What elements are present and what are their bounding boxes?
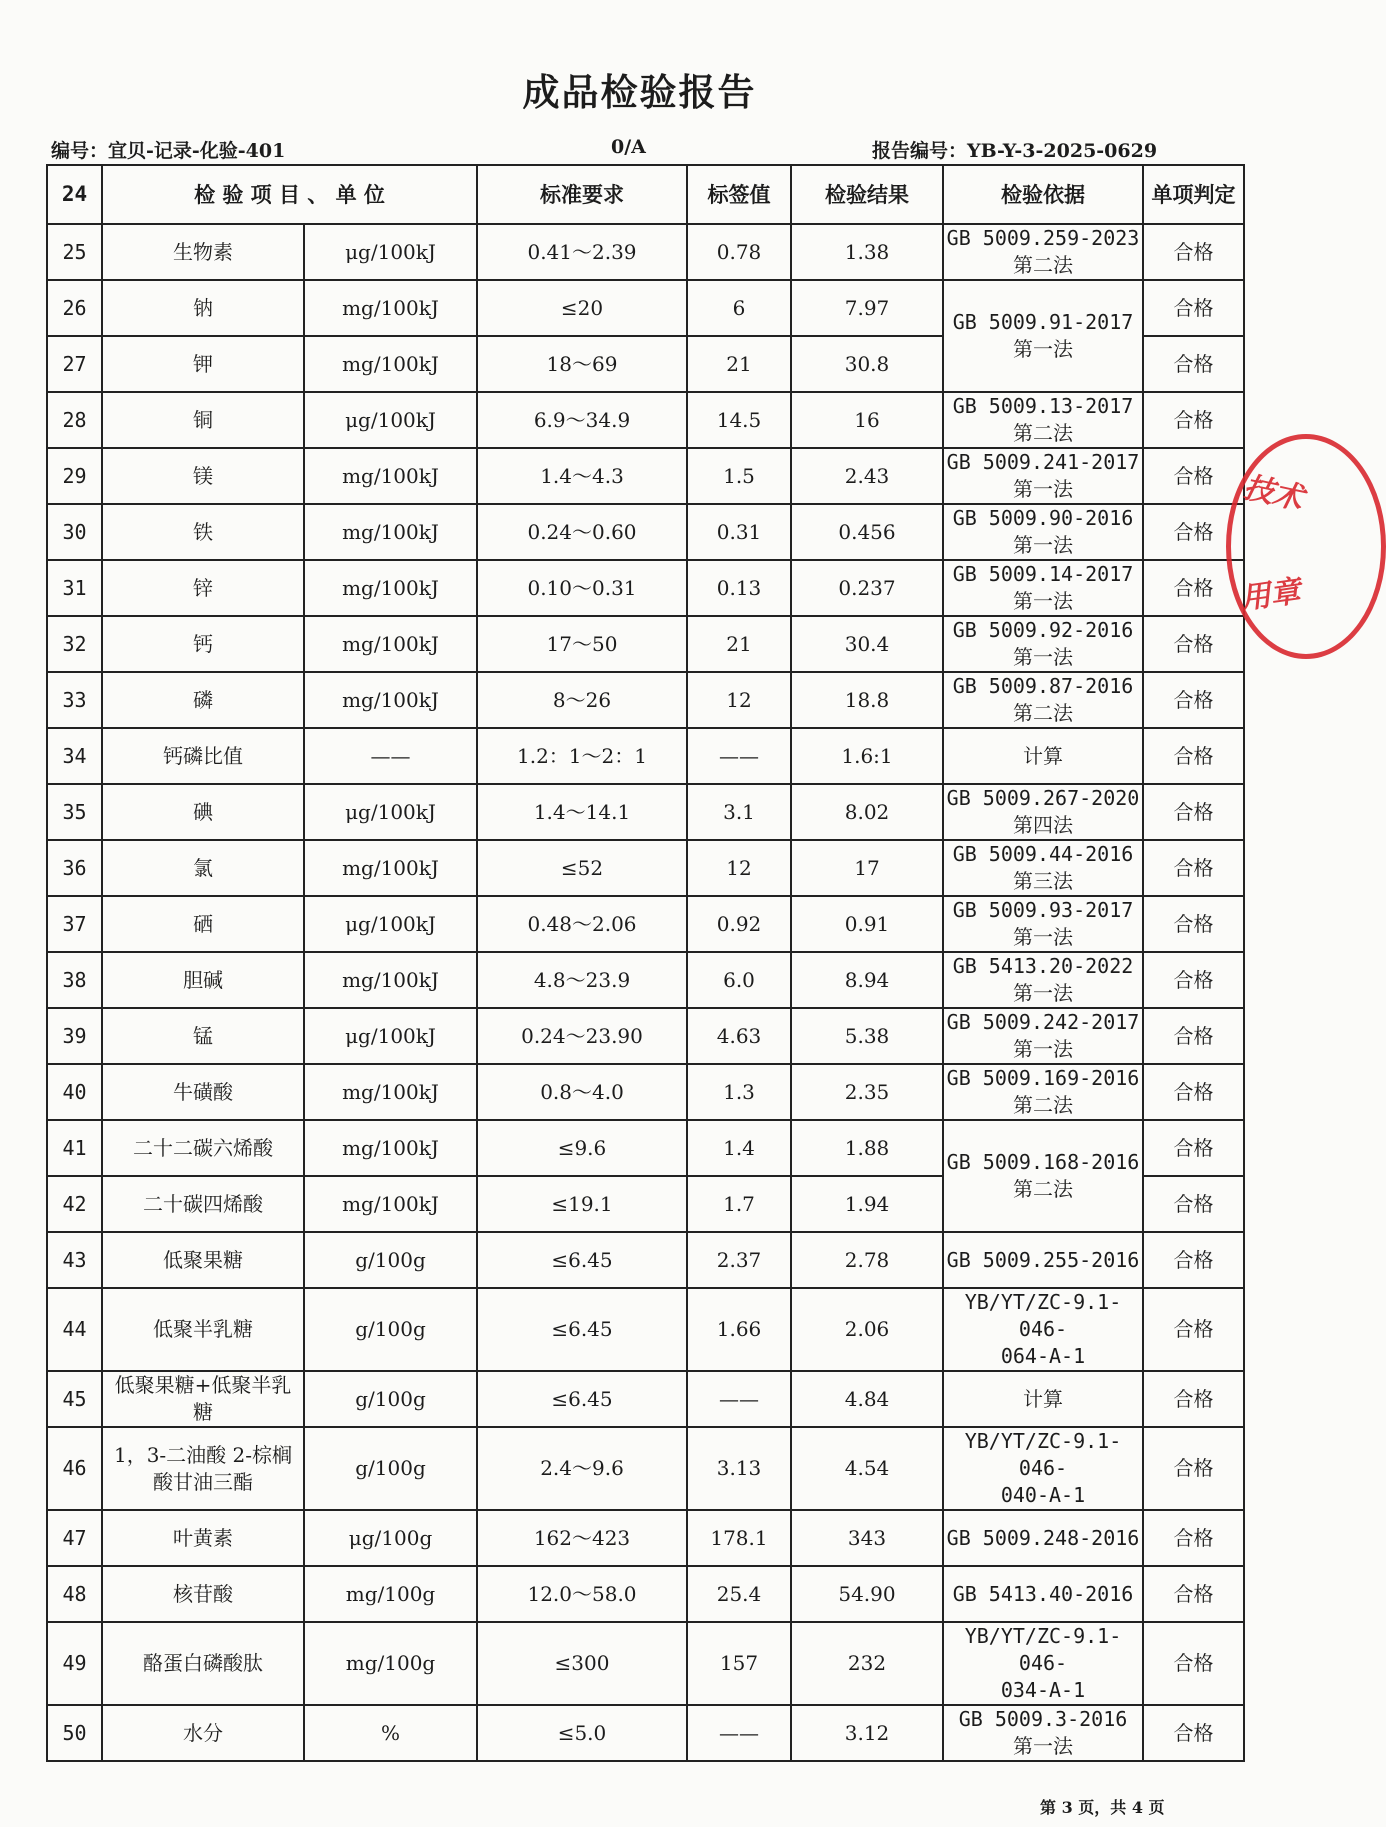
item-name: 牛磺酸 — [102, 1064, 304, 1120]
standard-requirement: ≤20 — [477, 280, 687, 336]
verdict: 合格 — [1143, 1371, 1244, 1427]
test-result: 0.456 — [791, 504, 943, 560]
test-result: 2.35 — [791, 1064, 943, 1120]
test-result: 5.38 — [791, 1008, 943, 1064]
row-number: 41 — [47, 1120, 102, 1176]
label-value: 0.31 — [687, 504, 791, 560]
test-result: 4.84 — [791, 1371, 943, 1427]
test-result: 2.43 — [791, 448, 943, 504]
standard-requirement: 8～26 — [477, 672, 687, 728]
method-line-2: 第一法 — [1013, 981, 1073, 1005]
verdict: 合格 — [1143, 952, 1244, 1008]
verdict: 合格 — [1143, 1064, 1244, 1120]
test-result: 2.06 — [791, 1288, 943, 1371]
item-unit: —— — [304, 728, 477, 784]
seal-text-top: 技术 — [1240, 470, 1307, 517]
item-unit: mg/100g — [304, 1622, 477, 1705]
item-name: 低聚果糖+低聚半乳糖 — [102, 1371, 304, 1427]
test-result: 16 — [791, 392, 943, 448]
method-line-1: YB/YT/ZC-9.1-046- — [964, 1429, 1122, 1480]
item-name: 钙磷比值 — [102, 728, 304, 784]
item-unit: mg/100kJ — [304, 1120, 477, 1176]
label-value: 6.0 — [687, 952, 791, 1008]
label-value: 12 — [687, 672, 791, 728]
method-line-1: GB 5009.168-2016 — [946, 1150, 1140, 1174]
verdict: 合格 — [1143, 896, 1244, 952]
item-unit: mg/100kJ — [304, 1176, 477, 1232]
method-line-2: 第一法 — [1013, 1734, 1073, 1758]
verdict: 合格 — [1143, 336, 1244, 392]
table-row — [47, 280, 1244, 336]
row-number: 50 — [47, 1705, 102, 1761]
header-verdict: 单项判定 — [1143, 165, 1244, 224]
table-row — [47, 672, 1244, 728]
header-no: 24 — [47, 165, 102, 224]
item-name: 叶黄素 — [102, 1510, 304, 1566]
test-result: 3.12 — [791, 1705, 943, 1761]
test-result: 30.4 — [791, 616, 943, 672]
method-line-1: GB 5413.40-2016 — [952, 1581, 1134, 1606]
test-method — [943, 616, 1143, 672]
page-indicator: 第 3 页，共 4 页 — [1040, 1798, 1165, 1817]
standard-requirement: ≤6.45 — [477, 1232, 687, 1288]
header-item-unit: 检 验 项 目 、 单 位 — [102, 165, 477, 224]
item-unit: mg/100kJ — [304, 448, 477, 504]
verdict: 合格 — [1143, 1510, 1244, 1566]
item-unit: mg/100kJ — [304, 280, 477, 336]
table-row — [47, 1622, 1244, 1705]
test-result: 2.78 — [791, 1232, 943, 1288]
method-line-1: GB 5009.92-2016 — [952, 618, 1134, 642]
item-unit: μg/100g — [304, 1510, 477, 1566]
row-number: 38 — [47, 952, 102, 1008]
method-line-1: GB 5009.248-2016 — [946, 1525, 1140, 1550]
row-number: 46 — [47, 1427, 102, 1510]
item-unit: μg/100kJ — [304, 1008, 477, 1064]
verdict: 合格 — [1143, 728, 1244, 784]
test-method — [943, 1371, 1143, 1427]
verdict: 合格 — [1143, 1566, 1244, 1622]
label-value: 3.13 — [687, 1427, 791, 1510]
item-name: 铜 — [102, 392, 304, 448]
method-line-1: GB 5009.13-2017 — [952, 394, 1134, 418]
method-line-2: 040-A-1 — [1000, 1483, 1086, 1507]
label-value: 12 — [687, 840, 791, 896]
test-result: 17 — [791, 840, 943, 896]
verdict: 合格 — [1143, 1288, 1244, 1371]
table-row — [47, 1288, 1244, 1371]
row-number: 31 — [47, 560, 102, 616]
table-header-row — [47, 165, 1244, 224]
table-row — [47, 560, 1244, 616]
label-value: 14.5 — [687, 392, 791, 448]
method-line-2: 064-A-1 — [1000, 1344, 1086, 1368]
verdict: 合格 — [1143, 1120, 1244, 1176]
method-line-2: 034-A-1 — [1000, 1678, 1086, 1702]
test-result: 0.91 — [791, 896, 943, 952]
test-result: 1.38 — [791, 224, 943, 280]
method-line-1: YB/YT/ZC-9.1-046- — [964, 1290, 1122, 1341]
row-number: 40 — [47, 1064, 102, 1120]
item-name: 1，3-二油酸 2-棕榈酸甘油三酯 — [102, 1427, 304, 1510]
test-method — [943, 1008, 1143, 1064]
item-unit: % — [304, 1705, 477, 1761]
label-value: 1.4 — [687, 1120, 791, 1176]
verdict: 合格 — [1143, 504, 1244, 560]
standard-requirement: 0.41～2.39 — [477, 224, 687, 280]
item-unit: μg/100kJ — [304, 392, 477, 448]
item-unit: mg/100kJ — [304, 504, 477, 560]
verdict: 合格 — [1143, 1427, 1244, 1510]
test-result: 7.97 — [791, 280, 943, 336]
verdict: 合格 — [1143, 560, 1244, 616]
row-number: 39 — [47, 1008, 102, 1064]
row-number: 33 — [47, 672, 102, 728]
item-unit: mg/100kJ — [304, 1064, 477, 1120]
test-result: 343 — [791, 1510, 943, 1566]
row-number: 44 — [47, 1288, 102, 1371]
test-result: 8.02 — [791, 784, 943, 840]
item-name: 生物素 — [102, 224, 304, 280]
table-row — [47, 728, 1244, 784]
row-number: 26 — [47, 280, 102, 336]
verdict: 合格 — [1143, 1232, 1244, 1288]
row-number: 49 — [47, 1622, 102, 1705]
standard-requirement: 0.24～0.60 — [477, 504, 687, 560]
test-method — [943, 1120, 1143, 1232]
table-row — [47, 952, 1244, 1008]
label-value: 0.78 — [687, 224, 791, 280]
header-standard: 标准要求 — [477, 165, 687, 224]
verdict: 合格 — [1143, 616, 1244, 672]
standard-requirement: 12.0～58.0 — [477, 1566, 687, 1622]
label-value: 1.66 — [687, 1288, 791, 1371]
item-unit: μg/100kJ — [304, 896, 477, 952]
label-value: 1.3 — [687, 1064, 791, 1120]
method-line-1: 计算 — [1023, 1386, 1063, 1411]
test-method — [943, 280, 1143, 392]
method-line-1: GB 5009.3-2016 — [958, 1707, 1128, 1731]
item-name: 镁 — [102, 448, 304, 504]
standard-requirement: 0.8～4.0 — [477, 1064, 687, 1120]
method-line-2: 第二法 — [1013, 1093, 1073, 1117]
label-value: 21 — [687, 336, 791, 392]
standard-requirement: ≤5.0 — [477, 1705, 687, 1761]
row-number: 29 — [47, 448, 102, 504]
item-name: 低聚果糖 — [102, 1232, 304, 1288]
table-row — [47, 896, 1244, 952]
test-method — [943, 840, 1143, 896]
record-number: 编号：宜贝-记录-化验-401 — [51, 140, 286, 162]
table-row — [47, 1427, 1244, 1510]
item-name: 钠 — [102, 280, 304, 336]
standard-requirement: 0.10～0.31 — [477, 560, 687, 616]
method-line-2: 第一法 — [1013, 925, 1073, 949]
item-name: 胆碱 — [102, 952, 304, 1008]
table-row — [47, 1566, 1244, 1622]
label-value: 178.1 — [687, 1510, 791, 1566]
seal-text-bottom: 用章 — [1238, 573, 1303, 617]
test-method — [943, 392, 1143, 448]
report-title: 成品检验报告 — [522, 70, 757, 114]
item-unit: mg/100g — [304, 1566, 477, 1622]
row-number: 34 — [47, 728, 102, 784]
verdict: 合格 — [1143, 1622, 1244, 1705]
standard-requirement: 4.8～23.9 — [477, 952, 687, 1008]
table-row — [47, 1008, 1244, 1064]
method-line-1: GB 5009.91-2017 — [952, 310, 1134, 334]
method-line-1: GB 5009.259-2023 — [946, 226, 1140, 250]
table-row — [47, 1705, 1244, 1761]
verdict: 合格 — [1143, 280, 1244, 336]
verdict: 合格 — [1143, 392, 1244, 448]
item-unit: mg/100kJ — [304, 336, 477, 392]
table-row — [47, 784, 1244, 840]
verdict: 合格 — [1143, 672, 1244, 728]
method-line-1: GB 5009.93-2017 — [952, 898, 1134, 922]
method-line-2: 第二法 — [1013, 253, 1073, 277]
method-line-2: 第三法 — [1013, 869, 1073, 893]
method-line-2: 第一法 — [1013, 337, 1073, 361]
method-line-2: 第一法 — [1013, 645, 1073, 669]
row-number: 37 — [47, 896, 102, 952]
item-unit: mg/100kJ — [304, 616, 477, 672]
item-unit: μg/100kJ — [304, 784, 477, 840]
table-row — [47, 224, 1244, 280]
standard-requirement: ≤9.6 — [477, 1120, 687, 1176]
verdict: 合格 — [1143, 224, 1244, 280]
row-number: 35 — [47, 784, 102, 840]
label-value: 3.1 — [687, 784, 791, 840]
item-name: 核苷酸 — [102, 1566, 304, 1622]
row-number: 36 — [47, 840, 102, 896]
label-value: 0.13 — [687, 560, 791, 616]
standard-requirement: ≤52 — [477, 840, 687, 896]
inspection-table — [46, 164, 1245, 1762]
item-name: 水分 — [102, 1705, 304, 1761]
method-line-2: 第二法 — [1013, 421, 1073, 445]
method-line-1: GB 5009.44-2016 — [952, 842, 1134, 866]
label-value: 4.63 — [687, 1008, 791, 1064]
report-number: 报告编号：YB-Y-3-2025-0629 — [872, 140, 1158, 162]
item-unit: mg/100kJ — [304, 840, 477, 896]
item-name: 锰 — [102, 1008, 304, 1064]
test-method — [943, 560, 1143, 616]
standard-requirement: ≤6.45 — [477, 1371, 687, 1427]
label-value: 21 — [687, 616, 791, 672]
test-method — [943, 672, 1143, 728]
method-line-1: GB 5009.267-2020 — [946, 786, 1140, 810]
method-line-1: YB/YT/ZC-9.1-046- — [964, 1624, 1122, 1675]
row-number: 47 — [47, 1510, 102, 1566]
label-value: —— — [687, 1371, 791, 1427]
test-method — [943, 448, 1143, 504]
verdict: 合格 — [1143, 784, 1244, 840]
label-value: 25.4 — [687, 1566, 791, 1622]
test-result: 8.94 — [791, 952, 943, 1008]
verdict: 合格 — [1143, 1705, 1244, 1761]
method-line-2: 第二法 — [1013, 701, 1073, 725]
item-name: 二十二碳六烯酸 — [102, 1120, 304, 1176]
row-number: 45 — [47, 1371, 102, 1427]
table-row — [47, 1064, 1244, 1120]
version-number: 0/A — [611, 136, 646, 158]
method-line-1: GB 5009.241-2017 — [946, 450, 1140, 474]
standard-requirement: 1.2：1～2：1 — [477, 728, 687, 784]
item-unit: mg/100kJ — [304, 560, 477, 616]
method-line-1: GB 5009.14-2017 — [952, 562, 1134, 586]
test-result: 1.88 — [791, 1120, 943, 1176]
test-result: 30.8 — [791, 336, 943, 392]
test-result: 1.94 — [791, 1176, 943, 1232]
row-number: 48 — [47, 1566, 102, 1622]
item-name: 铁 — [102, 504, 304, 560]
row-number: 27 — [47, 336, 102, 392]
item-name: 低聚半乳糖 — [102, 1288, 304, 1371]
test-result: 54.90 — [791, 1566, 943, 1622]
method-line-2: 第一法 — [1013, 477, 1073, 501]
item-unit: mg/100kJ — [304, 672, 477, 728]
row-number: 42 — [47, 1176, 102, 1232]
method-line-1: GB 5009.90-2016 — [952, 506, 1134, 530]
test-method — [943, 1622, 1143, 1705]
standard-requirement: 18～69 — [477, 336, 687, 392]
table-row — [47, 1120, 1244, 1176]
standard-requirement: 162～423 — [477, 1510, 687, 1566]
test-method — [943, 1232, 1143, 1288]
method-line-2: 第一法 — [1013, 589, 1073, 613]
standard-requirement: 17～50 — [477, 616, 687, 672]
standard-requirement: 2.4～9.6 — [477, 1427, 687, 1510]
verdict: 合格 — [1143, 840, 1244, 896]
verdict: 合格 — [1143, 1176, 1244, 1232]
verdict: 合格 — [1143, 1008, 1244, 1064]
standard-requirement: 0.48～2.06 — [477, 896, 687, 952]
method-line-1: GB 5413.20-2022 — [952, 954, 1134, 978]
item-unit: mg/100kJ — [304, 952, 477, 1008]
row-number: 32 — [47, 616, 102, 672]
test-method — [943, 952, 1143, 1008]
label-value: —— — [687, 1705, 791, 1761]
method-line-2: 第二法 — [1013, 1177, 1073, 1201]
standard-requirement: 1.4～14.1 — [477, 784, 687, 840]
item-name: 酪蛋白磷酸肽 — [102, 1622, 304, 1705]
standard-requirement: ≤6.45 — [477, 1288, 687, 1371]
table-row — [47, 1371, 1244, 1427]
test-method — [943, 504, 1143, 560]
item-name: 磷 — [102, 672, 304, 728]
test-result: 232 — [791, 1622, 943, 1705]
standard-requirement: ≤300 — [477, 1622, 687, 1705]
row-number: 25 — [47, 224, 102, 280]
table-row — [47, 448, 1244, 504]
method-line-1: GB 5009.242-2017 — [946, 1010, 1140, 1034]
table-row — [47, 840, 1244, 896]
test-method — [943, 1427, 1143, 1510]
label-value: 0.92 — [687, 896, 791, 952]
item-unit: μg/100kJ — [304, 224, 477, 280]
method-line-2: 第四法 — [1013, 813, 1073, 837]
label-value: 157 — [687, 1622, 791, 1705]
item-name: 氯 — [102, 840, 304, 896]
row-number: 28 — [47, 392, 102, 448]
row-number: 43 — [47, 1232, 102, 1288]
header-method: 检验依据 — [943, 165, 1143, 224]
row-number: 30 — [47, 504, 102, 560]
table-row — [47, 392, 1244, 448]
test-method — [943, 728, 1143, 784]
label-value: 2.37 — [687, 1232, 791, 1288]
header-result: 检验结果 — [791, 165, 943, 224]
test-method — [943, 1510, 1143, 1566]
standard-requirement: 0.24～23.90 — [477, 1008, 687, 1064]
method-line-2: 第一法 — [1013, 533, 1073, 557]
table-row — [47, 616, 1244, 672]
header-label-value: 标签值 — [687, 165, 791, 224]
test-method — [943, 896, 1143, 952]
method-line-1: GB 5009.255-2016 — [946, 1247, 1140, 1272]
item-name: 二十碳四烯酸 — [102, 1176, 304, 1232]
label-value: 6 — [687, 280, 791, 336]
table-row — [47, 1510, 1244, 1566]
table-row — [47, 1232, 1244, 1288]
method-line-1: 计算 — [1023, 743, 1063, 768]
test-method — [943, 784, 1143, 840]
method-line-1: GB 5009.87-2016 — [952, 674, 1134, 698]
standard-requirement: 6.9～34.9 — [477, 392, 687, 448]
test-method — [943, 1705, 1143, 1761]
item-name: 钾 — [102, 336, 304, 392]
label-value: —— — [687, 728, 791, 784]
item-unit: g/100g — [304, 1427, 477, 1510]
test-method — [943, 1566, 1143, 1622]
test-method — [943, 224, 1143, 280]
standard-requirement: 1.4～4.3 — [477, 448, 687, 504]
item-name: 钙 — [102, 616, 304, 672]
item-unit: g/100g — [304, 1232, 477, 1288]
method-line-2: 第一法 — [1013, 1037, 1073, 1061]
item-name: 硒 — [102, 896, 304, 952]
label-value: 1.5 — [687, 448, 791, 504]
test-result: 1.6:1 — [791, 728, 943, 784]
item-unit: g/100g — [304, 1371, 477, 1427]
method-line-1: GB 5009.169-2016 — [946, 1066, 1140, 1090]
item-name: 碘 — [102, 784, 304, 840]
label-value: 1.7 — [687, 1176, 791, 1232]
item-name: 锌 — [102, 560, 304, 616]
item-unit: g/100g — [304, 1288, 477, 1371]
test-result: 4.54 — [791, 1427, 943, 1510]
test-result: 18.8 — [791, 672, 943, 728]
test-result: 0.237 — [791, 560, 943, 616]
verdict: 合格 — [1143, 448, 1244, 504]
standard-requirement: ≤19.1 — [477, 1176, 687, 1232]
test-method — [943, 1288, 1143, 1371]
test-method — [943, 1064, 1143, 1120]
table-row — [47, 504, 1244, 560]
